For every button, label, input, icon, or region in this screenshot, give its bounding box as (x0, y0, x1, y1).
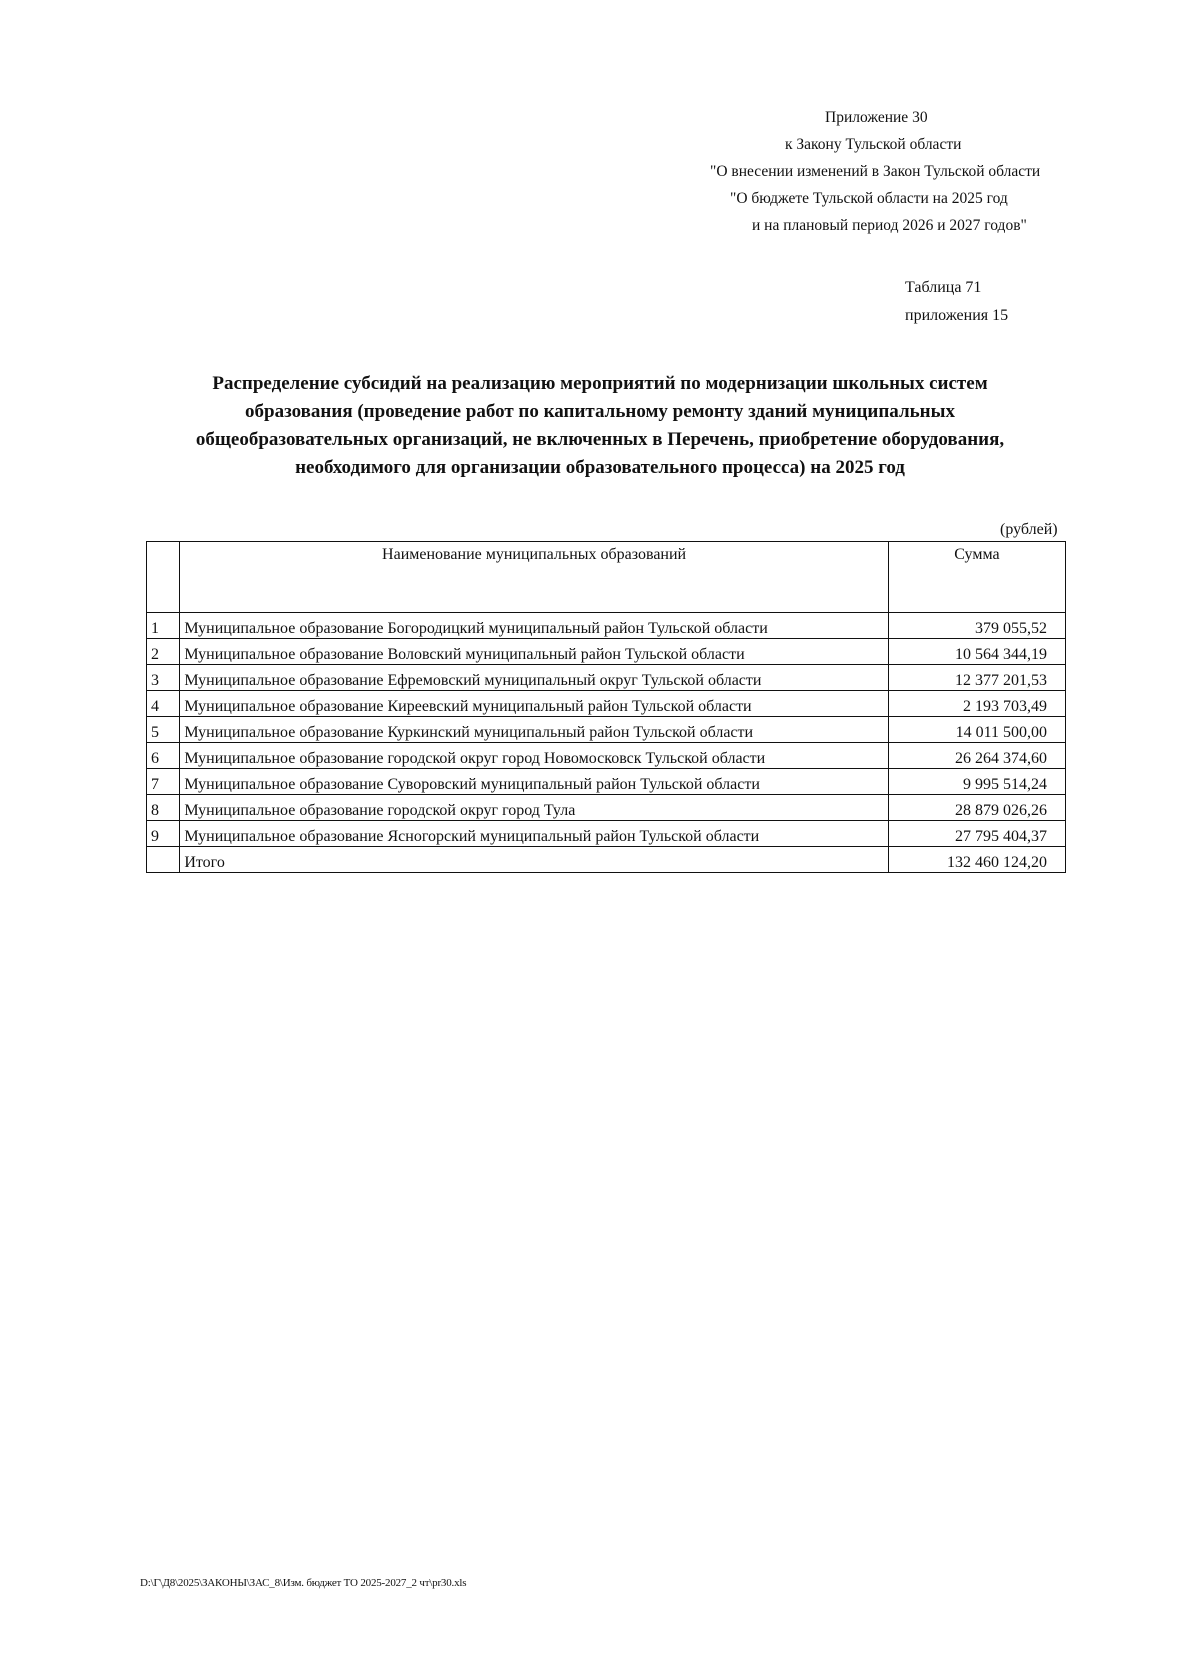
subsidy-table (146, 541, 1066, 873)
row-number: 9 (147, 821, 180, 847)
total-sum: 132 460 124,20 (888, 847, 1065, 873)
total-row (147, 847, 1066, 873)
table-ref-line-2: приложения 15 (905, 307, 1009, 324)
row-name: Муниципальное образование городской округ город Новомосковск Тульской области (180, 743, 889, 769)
row-name: Муниципальное образование Киреевский муниципальный район Тульской области (180, 691, 889, 717)
row-name: Муниципальное образование городской округ город Тула (180, 795, 889, 821)
header-num-cell (147, 542, 180, 613)
table-header-row (147, 542, 1066, 613)
row-name: Муниципальное образование Ефремовский муниципальный округ Тульской области (180, 665, 889, 691)
row-number: 2 (147, 639, 180, 665)
table-row (147, 795, 1066, 821)
title-line-4: необходимого для организации образовательного процесса) на 2025 год (295, 457, 905, 478)
row-sum: 9 995 514,24 (888, 769, 1065, 795)
total-label: Итого (180, 847, 889, 873)
row-number: 4 (147, 691, 180, 717)
row-number: 7 (147, 769, 180, 795)
row-name: Муниципальное образование Ясногорский муниципальный район Тульской области (180, 821, 889, 847)
table-reference (905, 274, 1008, 330)
row-number: 1 (147, 613, 180, 639)
table-row (147, 769, 1066, 795)
footer-file-path: D:\Г\Д8\2025\ЗАКОНЫ\ЗАС_8\Изм. бюджет ТО 2025-2027_2 чт\pr30.xls (140, 1577, 467, 1589)
title-line-3: общеобразовательных организаций, не включенных в Перечень, приобретение оборудования, (195, 429, 1005, 450)
table-row (147, 821, 1066, 847)
row-sum: 26 264 374,60 (888, 743, 1065, 769)
row-number: 3 (147, 665, 180, 691)
row-name: Муниципальное образование Богородицкий муниципальный район Тульской области (180, 613, 889, 639)
table-row (147, 665, 1066, 691)
header-name: Наименование муниципальных образований (180, 542, 889, 613)
appendix-line-4: "О бюджете Тульской области на 2025 год (730, 190, 1008, 207)
row-sum: 27 795 404,37 (888, 821, 1065, 847)
table-row (147, 717, 1066, 743)
table-row (147, 691, 1066, 717)
title-line-1: Распределение субсидий на реализацию мероприятий по модернизации школьных систем (212, 373, 988, 394)
appendix-line-5: и на плановый период 2026 и 2027 годов" (752, 217, 1027, 234)
table-ref-line-1: Таблица 71 (905, 279, 982, 296)
row-number: 5 (147, 717, 180, 743)
row-name: Муниципальное образование Суворовский муниципальный район Тульской области (180, 769, 889, 795)
row-name: Муниципальное образование Куркинский муниципальный район Тульской области (180, 717, 889, 743)
row-name: Муниципальное образование Воловский муниципальный район Тульской области (180, 639, 889, 665)
table-row (147, 639, 1066, 665)
units-label: (рублей) (1000, 521, 1058, 538)
total-num-cell (147, 847, 180, 873)
row-sum: 379 055,52 (888, 613, 1065, 639)
appendix-line-3: "О внесении изменений в Закон Тульской области (710, 163, 1041, 180)
row-sum: 12 377 201,53 (888, 665, 1065, 691)
table-row (147, 613, 1066, 639)
row-number: 6 (147, 743, 180, 769)
document-title (150, 370, 1050, 482)
appendix-header (700, 104, 1060, 239)
row-sum: 2 193 703,49 (888, 691, 1065, 717)
table-row (147, 743, 1066, 769)
row-number: 8 (147, 795, 180, 821)
row-sum: 28 879 026,26 (888, 795, 1065, 821)
appendix-line-2: к Закону Тульской области (785, 136, 962, 153)
header-sum: Сумма (888, 542, 1065, 613)
row-sum: 14 011 500,00 (888, 717, 1065, 743)
title-line-2: образования (проведение работ по капитальному ремонту зданий муниципальных (245, 401, 955, 422)
appendix-line-1: Приложение 30 (825, 109, 928, 126)
row-sum: 10 564 344,19 (888, 639, 1065, 665)
